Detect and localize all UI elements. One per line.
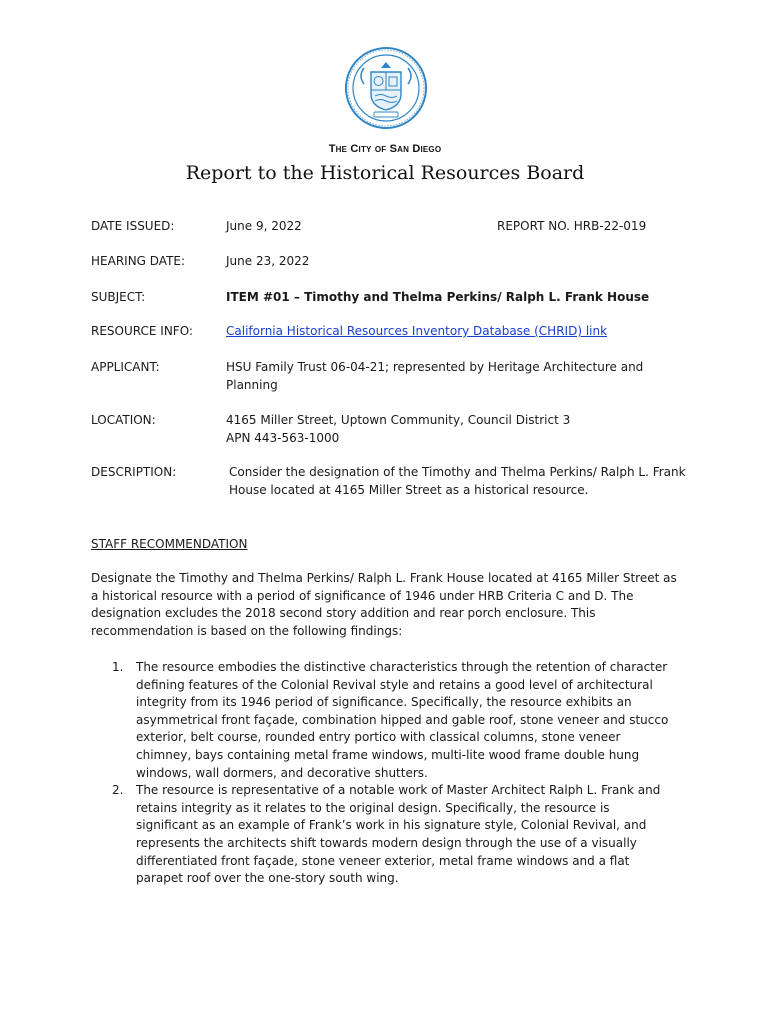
finding-number: 2. [112, 783, 124, 798]
finding-item [112, 659, 672, 782]
date-issued-label: DATE ISSUED: [91, 219, 175, 233]
applicant-label: APPLICANT: [91, 360, 160, 374]
recommendation-paragraph: Designate the Timothy and Thelma Perkins/ Ralph L. Frank House located at 4165 Miller Street as a historical resource with a period of significance of 1946 under HRB Criteria C and D. The designation excludes the 2018 second story addition and rear porch enclosure. This recommendation is based on the following findings: [91, 571, 677, 638]
subject-value: ITEM #01 – Timothy and Thelma Perkins/ Ralph L. Frank House [226, 290, 650, 304]
location-line-1: 4165 Miller Street, Uptown Community, Council District 3 [226, 413, 571, 427]
hearing-date-label: HEARING DATE: [91, 254, 186, 268]
finding-text: The resource is representative of a notable work of Master Architect Ralph L. Frank and retains integrity as it relates to the original design. Specifically, the resource is significant as an example of Frank’s work in his signature style, Colonial Revival, and represents the architects shift towards modern design through the use of a visually differentiated front façade, stone veneer exterior, metal frame windows and a flat parapet roof over the one-story south wing. [136, 783, 661, 886]
applicant-line-2: Planning [226, 378, 278, 392]
description-label: DESCRIPTION: [91, 465, 177, 479]
report-title: Report to the Historical Resources Board [185, 162, 585, 184]
location-label: LOCATION: [91, 413, 156, 427]
chrid-link[interactable]: California Historical Resources Inventory Database (CHRID) link [226, 324, 608, 338]
resource-info-label: RESOURCE INFO: [91, 324, 193, 338]
subject-label: SUBJECT: [91, 290, 146, 304]
finding-number: 1. [112, 660, 124, 674]
date-issued-value: June 9, 2022 [226, 219, 302, 233]
location-apn: APN 443-563-1000 [226, 431, 340, 445]
description-line-1: Consider the designation of the Timothy and Thelma Perkins/ Ralph L. Frank [229, 465, 686, 479]
staff-recommendation-heading: STAFF RECOMMENDATION [91, 537, 248, 551]
finding-item [112, 782, 672, 888]
finding-text: The resource embodies the distinctive characteristics through the retention of character defining features of the Colonial Revival style and retains a good level of architectural integrity from its 1946 period of significance. Specifically, the resource exhibits an asymmetrical front façade, combination hipped and gable roof, stone veneer and stucco exterior, belt course, rounded entry portico with classical columns, stone veneer chimney, bays containing metal frame windows, multi-lite wood frame double hung windows, wall dormers, and decorative shutters. [136, 660, 669, 780]
findings-list [112, 659, 672, 888]
applicant-line-1: HSU Family Trust 06-04-21; represented by Heritage Architecture and [226, 360, 644, 374]
hearing-date-value: June 23, 2022 [226, 254, 310, 268]
description-line-2: House located at 4165 Miller Street as a historical resource. [229, 483, 589, 497]
city-name: The City of San Diego [328, 143, 442, 155]
report-number: REPORT NO. HRB-22-019 [497, 219, 647, 233]
city-seal-logo [344, 46, 428, 130]
